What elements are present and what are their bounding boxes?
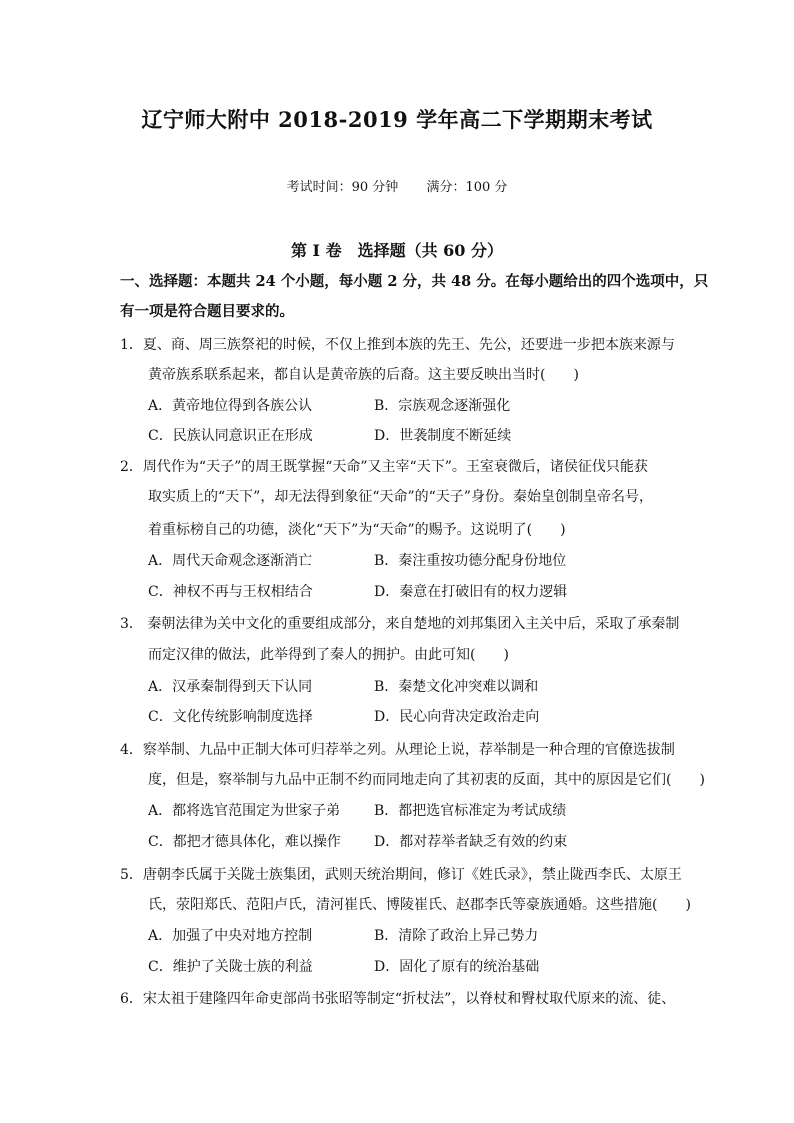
question-1-stem: 1．夏、商、周三族祭祀的时候，不仅上推到本族的先王、先公，还要进一步把本族来源与 (120, 337, 675, 353)
question-5-option-d[interactable]: D．固化了原有的统治基础 (374, 959, 540, 975)
question-1-option-b[interactable]: B．宗族观念逐渐强化 (374, 398, 511, 414)
question-4-option-b[interactable]: B．都把选官标准定为考试成绩 (374, 803, 567, 819)
question-2-stem: 取实质上的“天下”，却无法得到象征“天命”的“天子”身份。秦始皇创制皇帝名号， (148, 489, 653, 505)
question-4-stem: 度，但是，察举制与九品中正制不约而同地走向了其初衷的反面，其中的原因是它们( ) (148, 772, 705, 788)
question-5-stem: 5．唐朝李氏属于关陇士族集团，武则天统治期间，修订《姓氏录》，禁止陇西李氏、太原王 (120, 867, 682, 883)
question-1-option-d[interactable]: D．世袭制度不断延续 (374, 428, 512, 444)
question-4-option-d[interactable]: D．都对荐举者缺乏有效的约束 (374, 834, 568, 850)
question-2-stem: 着重标榜自己的功德，淡化“天下”为“天命”的赐予。这说明了( ) (148, 522, 566, 538)
question-4-option-a[interactable]: A．都将选官范围定为世家子弟 (148, 803, 341, 819)
question-5-option-c[interactable]: C．维护了关陇士族的利益 (148, 959, 313, 975)
question-1-stem: 黄帝族系联系起来，都自认是黄帝族的后裔。这主要反映出当时( ) (148, 367, 579, 383)
question-6-stem: 6．宋太祖于建隆四年命吏部尚书张昭等制定“折杖法”，以脊杖和臀杖取代原来的流、徒、 (120, 991, 676, 1007)
instruction-line: 一、选择题：本题共 24 个小题，每小题 2 分，共 48 分。在每小题给出的四个选项中，只 (120, 273, 709, 290)
question-5-option-b[interactable]: B．清除了政治上异己势力 (374, 928, 539, 944)
section-heading: 第 I 卷 选择题（共 60 分） (290, 241, 504, 260)
question-4-stem: 4．察举制、九品中正制大体可归荐举之列。从理论上说，荐举制是一种合理的官僚选拔制 (120, 742, 675, 758)
question-4-option-c[interactable]: C．都把才德具体化，难以操作 (148, 834, 341, 850)
question-3-stem: 3． 秦朝法律为关中文化的重要组成部分，来自楚地的刘邦集团入主关中后，采取了承秦制 (120, 616, 680, 632)
question-3-stem: 而定汉律的做法，此举得到了秦人的拥护。由此可知( ) (148, 647, 509, 663)
exam-meta (0, 176, 794, 195)
question-1-option-c[interactable]: C．民族认同意识正在形成 (148, 428, 313, 444)
question-5-stem: 氏，荥阳郑氏、范阳卢氏，清河崔氏、博陵崔氏、赵郡李氏等豪族通婚。这些措施( ) (148, 897, 691, 913)
question-3-option-b[interactable]: B．秦楚文化冲突难以调和 (374, 679, 539, 695)
question-2-option-d[interactable]: D．秦意在打破旧有的权力逻辑 (374, 584, 568, 600)
question-2-stem: 2．周代作为“天子”的周王既掌握“天命”又主宰“天下”。王室衰微后，诸侯征伐只能获 (120, 459, 648, 475)
question-2-option-c[interactable]: C．神权不再与王权相结合 (148, 584, 313, 600)
exam-time: 考试时间：90 分钟 (286, 180, 399, 195)
question-2-option-a[interactable]: A．周代天命观念逐渐消亡 (148, 553, 313, 569)
question-3-option-a[interactable]: A．汉承秦制得到天下认同 (148, 679, 313, 695)
instruction-line: 有一项是符合题目要求的。 (120, 303, 294, 320)
question-3-option-c[interactable]: C．文化传统影响制度选择 (148, 709, 313, 725)
question-2-option-b[interactable]: B．秦注重按功德分配身份地位 (374, 553, 567, 569)
exam-score: 满分：100 分 (426, 180, 508, 195)
question-3-option-d[interactable]: D．民心向背决定政治走向 (374, 709, 540, 725)
question-5-option-a[interactable]: A．加强了中央对地方控制 (148, 928, 313, 944)
question-1-option-a[interactable]: A．黄帝地位得到各族公认 (148, 398, 313, 414)
page-title: 辽宁师大附中 2018-2019 学年高二下学期期末考试 (141, 107, 653, 132)
